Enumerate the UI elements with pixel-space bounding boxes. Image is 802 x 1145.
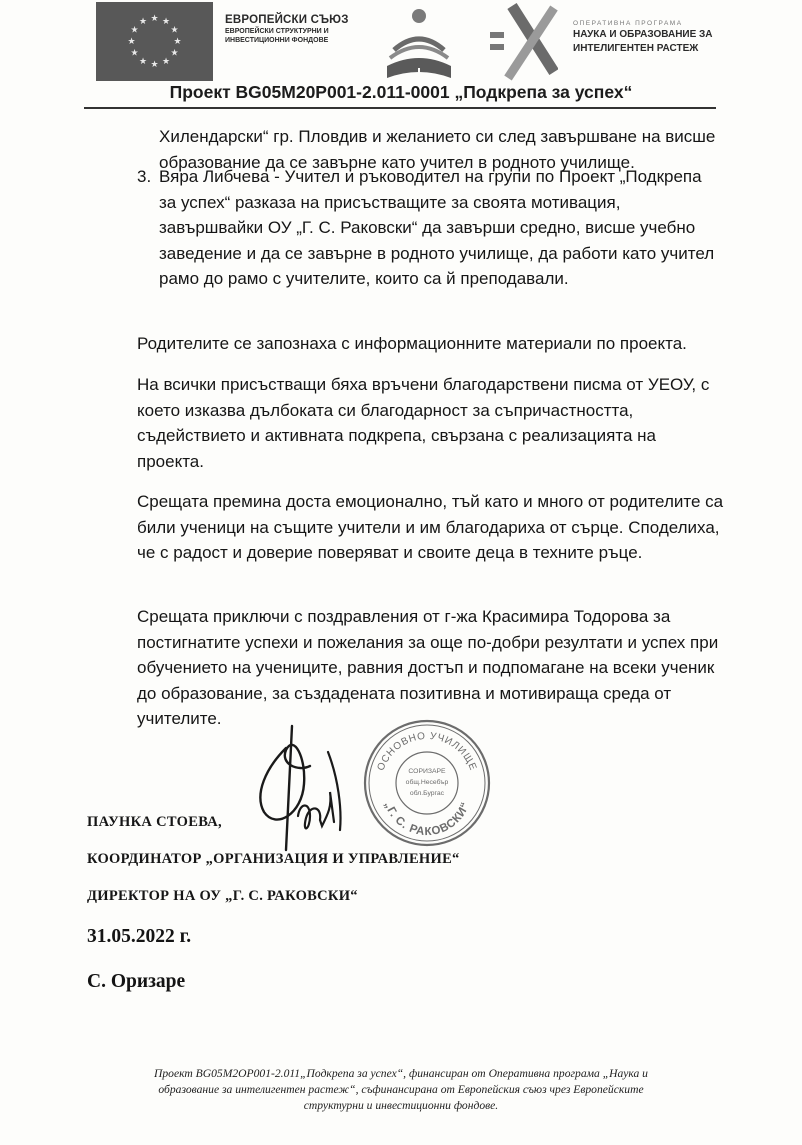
svg-text:★: ★: [170, 48, 179, 59]
seal-inner-line2: общ.Несебър: [405, 779, 449, 786]
list-item-text: Вяра Либчева - Учител и ръководител на групи по Проект „Подкрепа за успех“ разказа на присъстващите за своята мотивация, завършвайки ОУ „Г. С. Раковски“ да завърши средно, висше учебно заведение и да се завърне в родното училище, да работи като учител рамо до рамо с учителите, които са й преподавали.: [159, 167, 715, 288]
eu-title: ЕВРОПЕЙСКИ СЪЮЗ: [225, 14, 349, 26]
page-footer: [100, 1066, 702, 1114]
svg-text:★: ★: [130, 48, 139, 59]
list-item: [137, 164, 737, 292]
seal-bottom-text: „Г. С. РАКОВСКИ“: [381, 800, 473, 839]
school-seal-stamp: [361, 717, 493, 849]
svg-text:★: ★: [150, 60, 159, 70]
svg-text:„Г. С. РАКОВСКИ“: [382, 800, 472, 838]
document-place: С. Оризаре: [87, 971, 186, 992]
svg-text:★: ★: [150, 14, 159, 24]
seal-inner-line1: СОРИЗАРЕ: [408, 768, 446, 775]
program-title-line2: ИНТЕЛИГЕНТЕН РАСТЕЖ: [573, 43, 699, 54]
project-title: Проект BG05M20P001-2.011-0001 „Подкрепа за успех“: [169, 82, 633, 102]
project-logo-icon: [384, 6, 454, 86]
footer-line3: структурни и инвестиционни фондове.: [303, 1099, 499, 1112]
svg-text:★: ★: [161, 17, 171, 27]
handwritten-signature: [246, 722, 364, 854]
svg-text:★: ★: [127, 37, 136, 47]
eu-subtitle-line1: ЕВРОПЕЙСКИ СТРУКТУРНИ И: [225, 28, 329, 35]
seal-inner-line3: обл.Бургас: [409, 790, 445, 797]
svg-text:★: ★: [170, 25, 179, 36]
document-date: 31.05.2022 г.: [87, 926, 192, 947]
paragraph-closing: Срещата приключи с поздравления от г-жа Красимира Тодорова за постигнатите успехи и пожелания за още по-добри резултати и успех при обучението на учениците, равния достъп и подпомагане на всеки ученик до образование, за създадената позитивна и мотивираща среда от учителите.: [137, 607, 719, 728]
program-label: ОПЕРАТИВНА ПРОГРАМА: [573, 20, 683, 27]
header-divider: [84, 107, 716, 109]
operational-program-text: [573, 20, 713, 55]
paragraph-letters: На всички присъстващи бяха връчени благодарствени писма от УЕОУ, с което изказва дълбоката си благодарност за съпричастността, съдействието и активната подкрепа, свързана с реализацията на проекта.: [137, 375, 710, 471]
svg-text:★: ★: [138, 57, 148, 67]
signatory-name: ПАУНКА СТОЕВА,: [87, 814, 222, 830]
footer-line2: образование за интелигентен растеж“, съфинансирана от Европейския съюз чрез Европейските: [158, 1083, 644, 1096]
signatory-director: ДИРЕКТОР НА ОУ „Г. С. РАКОВСКИ“: [87, 888, 358, 904]
program-title-line1: НАУКА И ОБРАЗОВАНИЕ ЗА: [573, 29, 713, 40]
operational-program-logo-icon: [488, 2, 558, 84]
footer-line1: Проект BG05M2OP001-2.011„Подкрепа за успех“, финансиран от Оперативна програма „Наука и: [154, 1067, 648, 1080]
signatory-role: КООРДИНАТОР „ОРГАНИЗАЦИЯ И УПРАВЛЕНИЕ“: [87, 851, 460, 867]
eu-logo-text: [225, 14, 349, 45]
svg-text:★: ★: [138, 17, 148, 27]
svg-text:★: ★: [130, 25, 139, 36]
eu-flag-icon: [96, 2, 213, 81]
seal-top-text: ОСНОВНО УЧИЛИЩЕ: [375, 730, 479, 773]
svg-text:★: ★: [161, 57, 171, 67]
list-item-number: 3.: [137, 167, 152, 186]
paragraph-materials: Родителите се запознаха с информационните материали по проекта.: [137, 334, 687, 353]
page-header: [0, 0, 802, 120]
continuation-paragraph: Хилендарски“ гр. Пловдив и желанието си след завършване на висше образование да се завърне като учител в родното училище.: [159, 127, 716, 172]
svg-text:★: ★: [173, 37, 182, 47]
eu-subtitle-line2: ИНВЕСТИЦИОННИ ФОНДОВЕ: [225, 36, 329, 44]
paragraph-emotional: Срещата премина доста емоционално, тъй като и много от родителите са били ученици на същите учители и им благодариха от сърце. Споделиха, че с радост и доверие поверяват и своите деца в техните ръце.: [137, 492, 724, 562]
